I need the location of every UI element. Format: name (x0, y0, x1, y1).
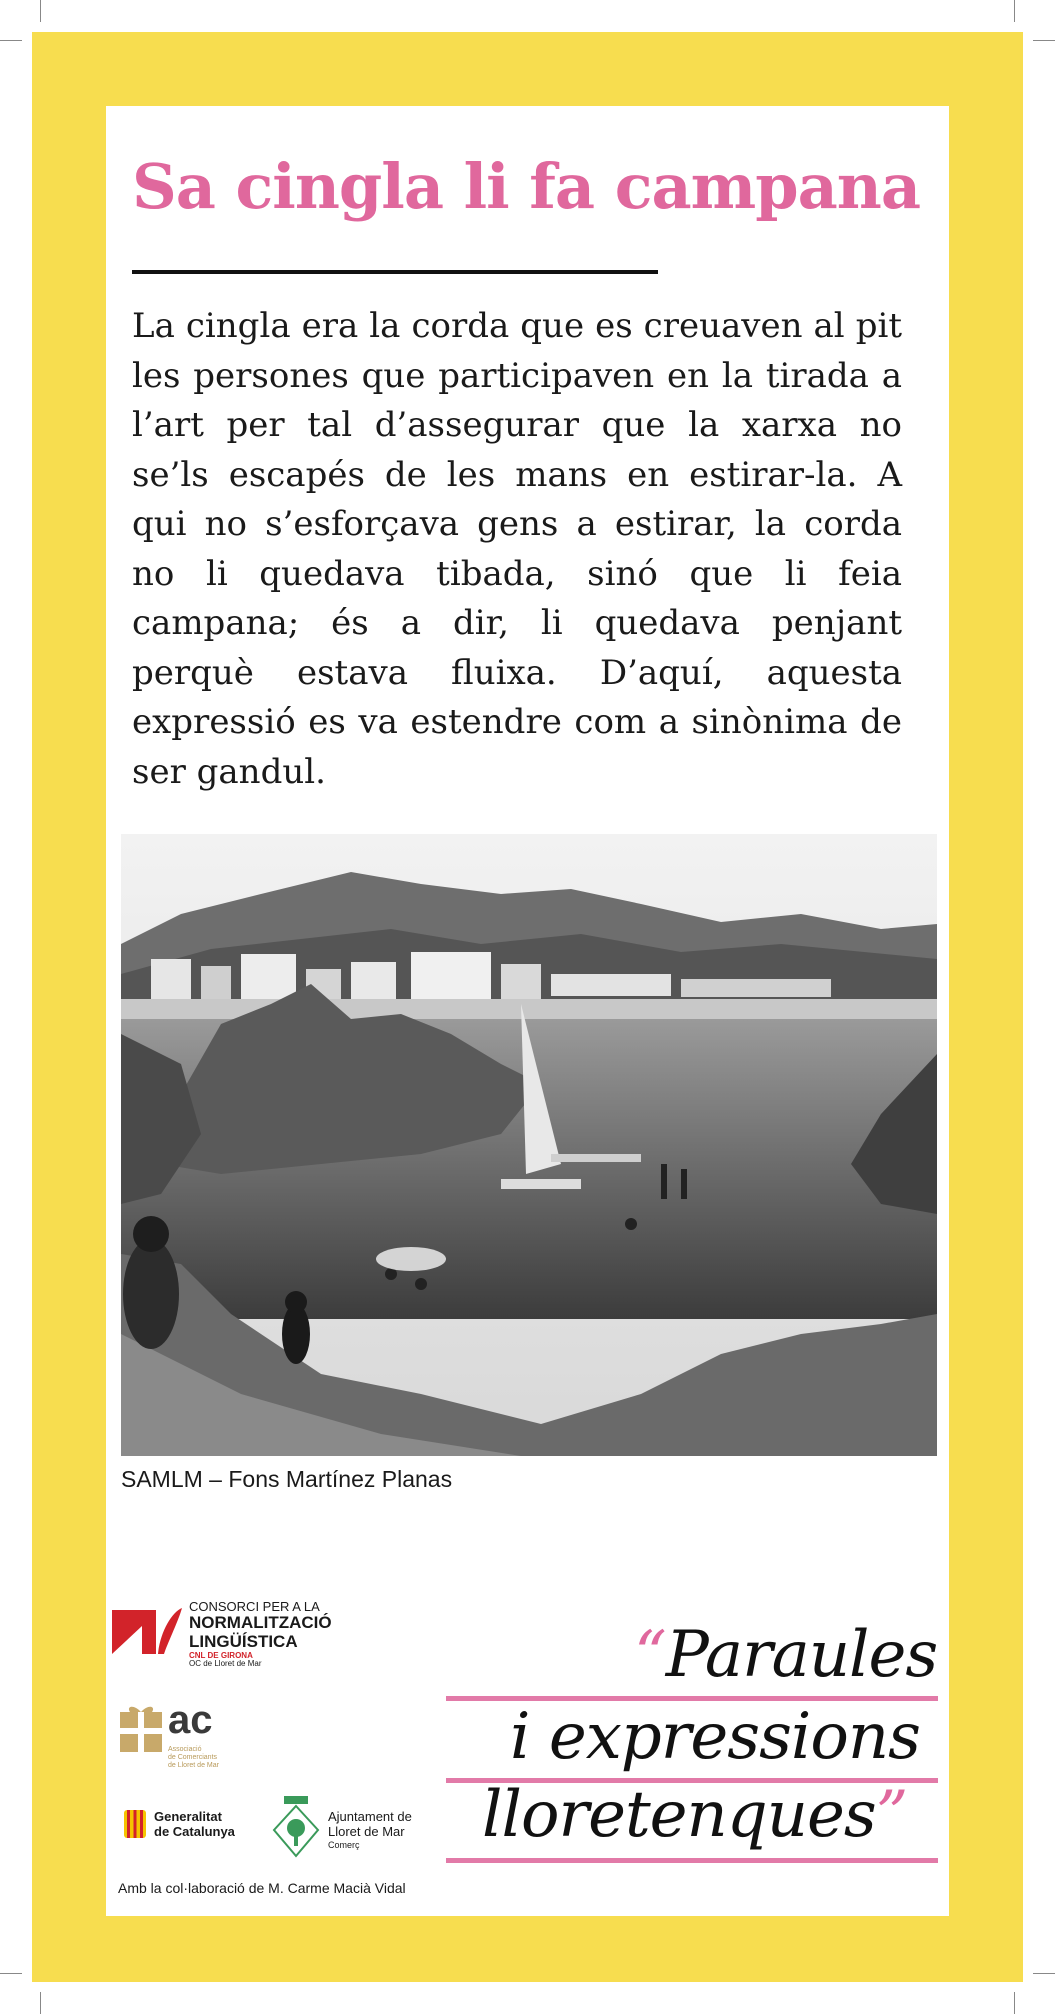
crop-mark (40, 1992, 41, 2014)
crop-mark (0, 40, 22, 41)
series-underline (446, 1858, 938, 1863)
crop-mark (40, 0, 41, 22)
ajuntament-line: Lloret de Mar (328, 1823, 405, 1839)
ac-wordmark: ac (168, 1698, 213, 1742)
town-crest-icon (272, 1794, 320, 1858)
ac-line: Associació (168, 1746, 202, 1753)
series-text: Paraules (665, 1618, 938, 1692)
generalitat-text (154, 1810, 235, 1840)
series-title (446, 1618, 946, 1868)
title-divider (132, 270, 658, 274)
senyera-icon (124, 1810, 146, 1838)
ac-line: de Comerciants (168, 1754, 218, 1762)
ajuntament-logo (272, 1794, 442, 1864)
ajuntament-line: Comerç (328, 1839, 360, 1850)
generalitat-line: Generalitat (154, 1809, 222, 1824)
close-quote: ” (875, 1778, 908, 1852)
content-panel (106, 106, 949, 1916)
collaboration-credit: Amb la col·laboració de M. Carme Macià Vidal (118, 1880, 406, 1896)
series-line-1 (634, 1618, 937, 1692)
cpnl-line: CONSORCI PER A LA (189, 1599, 320, 1614)
crop-mark (1014, 1992, 1015, 2014)
cpnl-text (189, 1600, 332, 1669)
cpnl-line: NORMALITZACIÓ (189, 1613, 332, 1633)
page-title: Sa cingla li fa campana (132, 150, 920, 223)
generalitat-logo (124, 1808, 264, 1848)
body-paragraph: La cingla era la corda que es creuaven al pit les persones que participaven en la tirada a l’art per tal d’assegurar que la xarxa no se’ls escapés de les mans en estirar-la. A qui no s’esforçava gens a estirar, la corda no li quedava tibada, sinó que li feia campana; és a dir, li quedava penjant perquè estava fluixa. D’aquí, aquesta expressió es va estendre com a sinònima de ser gandul. (132, 306, 902, 792)
crop-mark (1033, 40, 1055, 41)
photo-caption: SAMLM – Fons Martínez Planas (121, 1466, 453, 1492)
open-quote: “ (634, 1618, 666, 1692)
photo-illustration (121, 834, 937, 1456)
series-text: lloretenques (482, 1778, 876, 1852)
series-text: i expressions (510, 1700, 920, 1774)
series-line-3 (482, 1778, 907, 1852)
cpnl-line: LINGÜÍSTICA (189, 1631, 298, 1651)
ac-line: de Lloret de Mar (168, 1762, 219, 1770)
ac-subtitle (168, 1746, 258, 1770)
cpnl-logo (112, 1600, 352, 1690)
ajuntament-line: Ajuntament de (328, 1809, 412, 1824)
cpnl-line: CNL DE GIRONA (189, 1650, 253, 1660)
cpnl-mark-icon (112, 1602, 184, 1662)
crop-mark (0, 1973, 22, 1974)
generalitat-line: de Catalunya (154, 1823, 235, 1839)
crop-mark (1014, 0, 1015, 22)
ac-logo (120, 1698, 260, 1776)
crop-mark (1033, 1973, 1055, 1974)
series-line-2 (510, 1700, 920, 1774)
historical-beach-photo (121, 834, 937, 1456)
ac-gift-icon (120, 1704, 162, 1752)
cpnl-line: OC de Lloret de Mar (189, 1659, 262, 1669)
ajuntament-text (328, 1810, 412, 1850)
